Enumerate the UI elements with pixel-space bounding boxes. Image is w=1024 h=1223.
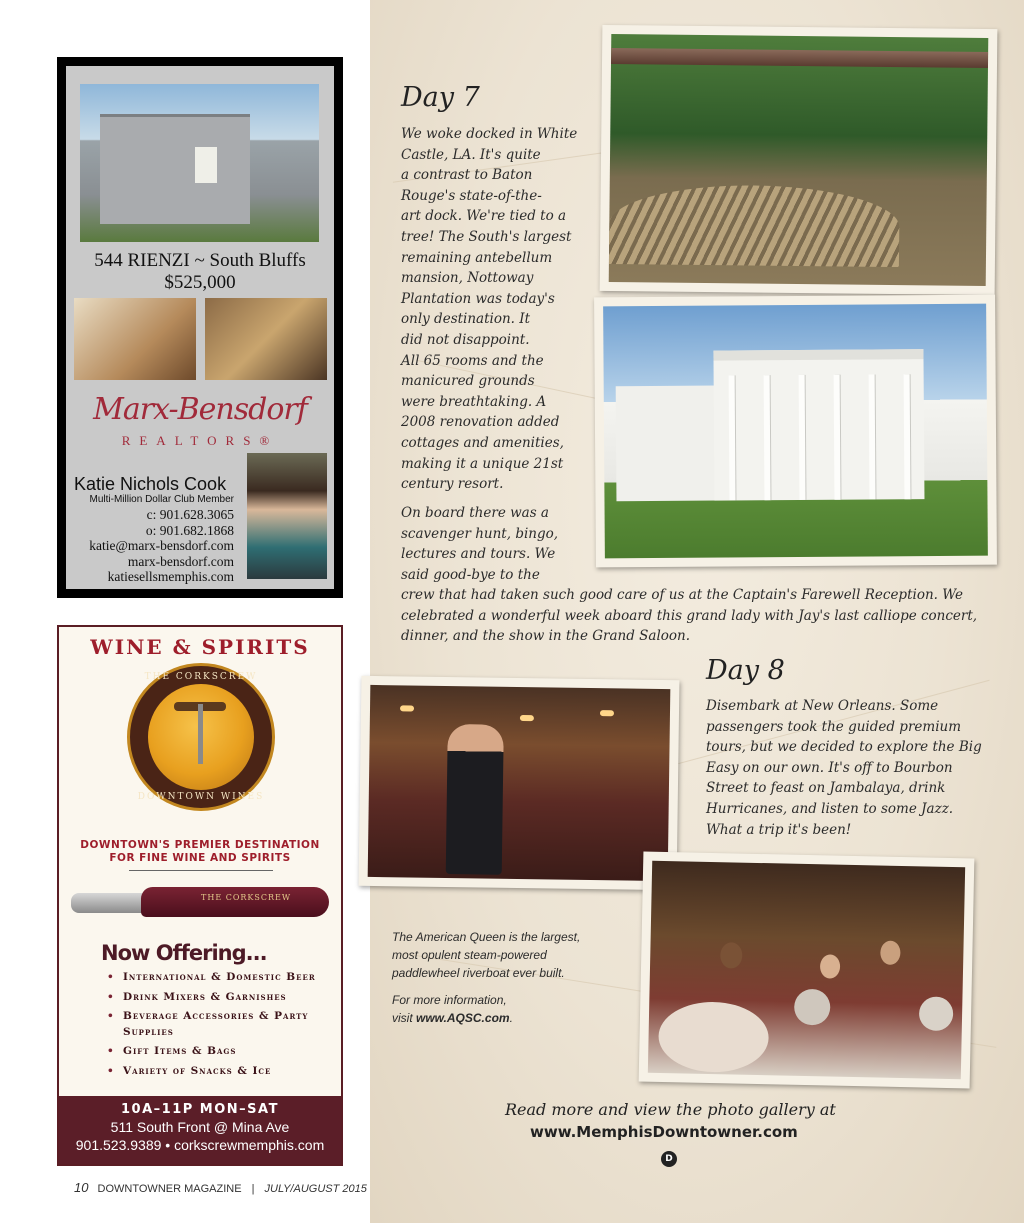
opener-brand-text: THE CORKSCREW (201, 893, 292, 902)
mansion-column (904, 374, 911, 499)
left-column (0, 0, 370, 1223)
nottoway-mansion-photo[interactable] (594, 295, 997, 568)
text-line: a contrast to Baton (401, 167, 533, 184)
divider (129, 870, 273, 871)
text-line: All 65 rooms and the (401, 352, 544, 369)
wine-tagline-line1: DOWNTOWN'S PREMIER DESTINATION (80, 839, 320, 851)
mansion-image (603, 304, 988, 559)
mansion-column (869, 374, 876, 499)
crew-image (648, 861, 965, 1080)
agent-email[interactable]: katie@marx-bensdorf.com (89, 538, 234, 553)
mansion-building (713, 349, 924, 500)
offering-item: • Drink Mixers & Garnishes (103, 990, 341, 1006)
page-number: 10 (74, 1180, 89, 1195)
text-line: 2008 renovation added (401, 414, 560, 431)
boat-caption (392, 928, 632, 982)
day7-paragraph2-wide (401, 585, 1001, 647)
logo-ring (148, 684, 254, 790)
text-line: were breathtaking. A (401, 393, 547, 410)
wine-tagline (59, 839, 341, 865)
caption-line: For more information, (392, 993, 507, 1007)
text-line: Rouge's state-of-the- (401, 187, 542, 204)
wine-spirits-ad[interactable] (57, 625, 343, 1166)
crew-member (720, 942, 743, 968)
captain-figure (446, 724, 504, 875)
text-line: cottages and amenities, (401, 434, 564, 451)
issue-date: JULY/AUGUST 2015 (264, 1183, 367, 1195)
page-folio (74, 1180, 367, 1195)
caption-visit: visit (392, 1011, 416, 1025)
text-line: dinner, and the show in the Grand Saloon. (401, 628, 691, 645)
realtor-brand-sub: REALTORS® (121, 433, 279, 448)
offering-list (103, 970, 341, 1083)
corkscrew-logo (127, 663, 275, 811)
interior-kitchen-photo (205, 298, 327, 380)
listing-address: 544 RIENZI ~ South Bluffs (94, 250, 306, 271)
text-line: Disembark at New Orleans. Some (706, 698, 939, 714)
crew-member (820, 954, 840, 978)
text-line: tree! The South's largest (401, 228, 572, 245)
agent-website[interactable]: katiesellsmemphis.com (107, 569, 234, 584)
day8-heading: Day 8 (706, 655, 785, 686)
agent-contact (89, 507, 234, 585)
caption-period: . (509, 1011, 513, 1025)
text-line: manicured grounds (401, 373, 535, 390)
caption-line (392, 1009, 632, 1027)
text-line: passengers took the guided premium (706, 718, 962, 735)
real-estate-ad[interactable] (57, 57, 343, 598)
house-shape (100, 114, 250, 224)
mansion-column (729, 375, 736, 500)
offering-item: • Variety of Snacks & Ice (103, 1064, 341, 1080)
store-hours: 10A–11P MON–SAT (121, 1102, 279, 1117)
agent-portrait-photo (247, 453, 327, 579)
agent-title: Multi-Million Dollar Club Member (89, 494, 234, 505)
rope-knot (609, 184, 900, 267)
text-line: only destination. It (401, 311, 531, 328)
listing-price: $525,000 (164, 272, 236, 293)
downtowner-logo-icon: D (661, 1151, 677, 1167)
crew-member (880, 941, 900, 965)
caption-line: The American Queen is the largest, (392, 930, 581, 944)
folio-separator: | (251, 1183, 255, 1195)
real-estate-ad-panel (66, 66, 334, 589)
opener-body (141, 887, 329, 917)
text-line: century resort. (401, 476, 504, 493)
house-exterior-photo (80, 84, 319, 242)
agent-cell: c: 901.628.3065 (146, 507, 234, 522)
text-line: Hurricanes, and listen to some Jazz. (706, 800, 954, 817)
text-line: Easy on our own. It's off to Bourbon (706, 759, 953, 776)
crew-photo[interactable] (639, 852, 975, 1089)
text-line: Castle, LA. It's quite (401, 146, 541, 163)
mansion-column (764, 375, 771, 500)
offering-item: • Beverage Accessories & Party Supplies (103, 1009, 341, 1040)
day7-heading: Day 7 (401, 82, 480, 113)
mansion-column (834, 375, 841, 500)
text-line: art dock. We're tied to a (401, 208, 567, 225)
text-line: mansion, Nottoway (401, 270, 534, 287)
wine-opener-image (71, 881, 333, 925)
text-line: celebrated a wonderful week aboard this grand lady with Jay's last calliope concert, (401, 607, 978, 624)
wine-ad-footer (59, 1096, 341, 1164)
caption-line: most opulent steam-powered (392, 948, 547, 962)
offering-item: • Gift Items & Bags (103, 1044, 341, 1060)
ceiling-light (600, 710, 614, 716)
day7-paragraph2 (401, 503, 601, 585)
text-line: making it a unique 21st (401, 455, 564, 472)
logo-bottom-text: DOWNTOWN WINES (137, 792, 265, 802)
guest-head (919, 996, 954, 1031)
text-line: said good-bye to the (401, 566, 540, 583)
offering-title: Now Offering... (101, 941, 267, 965)
captain-image (368, 685, 671, 881)
text-line: We woke docked in White (401, 126, 578, 142)
text-line: What a trip it's been! (706, 821, 852, 838)
agent-office: o: 901.682.1868 (145, 522, 234, 538)
text-line: lectures and tours. We (401, 546, 556, 563)
rope-rail (611, 48, 988, 68)
day7-paragraph (401, 124, 601, 495)
store-address: 511 South Front @ Mina Ave (110, 1119, 290, 1135)
text-line: Street to feast on Jambalaya, drink (706, 780, 946, 797)
ceiling-light (520, 715, 534, 721)
river-rope-image (609, 34, 989, 286)
wine-tagline-line2: FOR FINE WINE AND SPIRITS (109, 852, 291, 864)
day8-paragraph (706, 696, 1006, 840)
text-line: crew that had taken such good care of us at the Captain's Farewell Reception. We (401, 587, 963, 603)
mansion-column (799, 375, 806, 500)
text-line: did not disappoint. (401, 331, 530, 348)
store-phone-website[interactable]: 901.523.9389 • corkscrewmemphis.com (75, 1137, 325, 1153)
caption-line: paddlewheel riverboat ever built. (392, 966, 565, 980)
aqsc-link[interactable]: www.AQSC.com (416, 1011, 510, 1025)
magazine-name: DOWNTOWNER MAGAZINE (97, 1183, 242, 1195)
text-line: On board there was a (401, 505, 549, 521)
mansion-wing (616, 386, 717, 502)
ceiling-light (400, 705, 414, 711)
guest-head (658, 1001, 769, 1073)
text-line: Plantation was today's (401, 290, 555, 307)
interior-living-photo (74, 298, 196, 380)
river-rope-photo[interactable] (600, 25, 998, 295)
captain-photo[interactable] (359, 676, 680, 890)
cta-text: Read more and view the photo gallery at (505, 1100, 836, 1119)
wine-ad-header: WINE & SPIRITS (90, 635, 310, 659)
cta-link[interactable]: www.MemphisDowntowner.com (530, 1123, 798, 1141)
more-info-caption (392, 991, 632, 1027)
offering-item: • International & Domestic Beer (103, 970, 341, 986)
guest-head (794, 989, 831, 1026)
text-line: scavenger hunt, bingo, (401, 525, 559, 542)
logo-top-text: THE CORKSCREW (144, 672, 258, 682)
agency-website[interactable]: marx-bensdorf.com (127, 553, 234, 569)
opener-metal (71, 893, 151, 913)
text-line: tours, but we decided to explore the Big (706, 739, 982, 756)
corkscrew-spiral-icon (198, 704, 203, 764)
realtor-brand-logo: Marx-Bensdorf (93, 392, 307, 427)
agent-name: Katie Nichols Cook (74, 474, 227, 494)
text-line: remaining antebellum (401, 249, 553, 266)
